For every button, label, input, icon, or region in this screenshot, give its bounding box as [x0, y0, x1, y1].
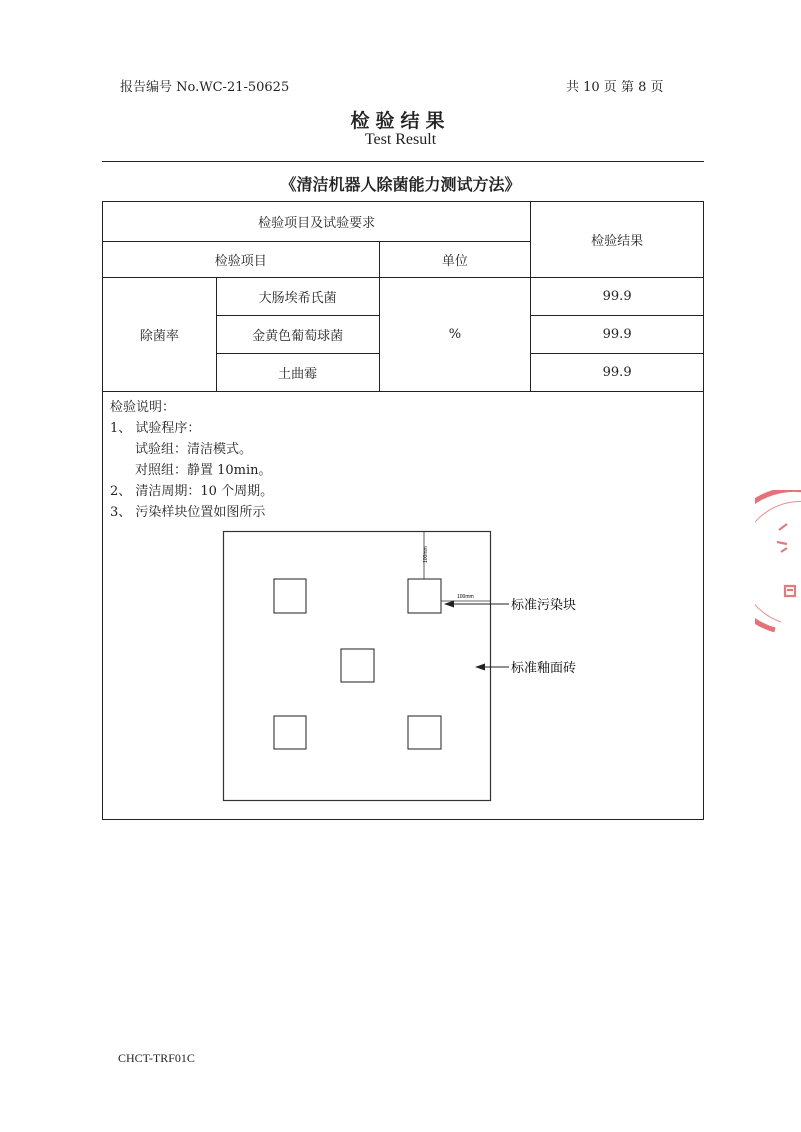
- table-row: [103, 278, 704, 316]
- tile-outline: [224, 532, 491, 801]
- organism-name: 大肠埃希氏菌: [216, 278, 379, 316]
- header-item: 检验项目: [103, 242, 380, 278]
- header-items-requirements: 检验项目及试验要求: [103, 202, 531, 242]
- note-test-group: 试验组：清洁模式。: [135, 442, 253, 457]
- notes-heading: 检验说明：: [110, 400, 176, 415]
- organism-name: 金黄色葡萄球菌: [216, 316, 379, 354]
- group-label: 除菌率: [103, 278, 217, 392]
- result-value: 99.9: [531, 278, 704, 316]
- page-title: 检验结果: [350, 110, 451, 132]
- label-glazed-tile: 标准釉面砖: [511, 661, 577, 676]
- page-number: 共 10 页 第 8 页: [566, 80, 664, 95]
- arrow-head: [475, 664, 485, 671]
- contamination-block: [274, 716, 306, 749]
- result-value: 99.9: [531, 354, 704, 392]
- contamination-block: [274, 579, 306, 613]
- organism-name: 土曲霉: [216, 354, 379, 392]
- label-contamination-block: 标准污染块: [511, 598, 577, 613]
- title-divider: [102, 161, 704, 162]
- page-subtitle: Test Result: [364, 131, 437, 148]
- contamination-block: [408, 716, 441, 749]
- arrow-head: [444, 601, 454, 608]
- sample-layout-diagram: [222, 530, 602, 805]
- header-result: 检验结果: [531, 202, 704, 278]
- header-unit: 单位: [379, 242, 531, 278]
- note-control-group: 对照组：静置 10min。: [135, 463, 272, 478]
- dim-label-vertical: 100mm: [423, 546, 429, 563]
- note-layout: 3、 污染样块位置如图所示: [110, 505, 266, 520]
- note-cycles: 2、 清洁周期：10 个周期。: [110, 484, 274, 499]
- result-value: 99.9: [531, 316, 704, 354]
- contamination-block: [341, 649, 374, 682]
- contamination-block: [408, 579, 441, 613]
- report-number: 报告编号 No.WC-21-50625: [120, 80, 290, 95]
- test-method-title: 《清洁机器人除菌能力测试方法》: [280, 175, 521, 194]
- dim-label-horizontal: 100mm: [457, 594, 474, 600]
- official-seal: [755, 490, 801, 640]
- note-procedure: 1、 试验程序：: [110, 421, 201, 436]
- form-code: CHCT-TRF01C: [118, 1051, 195, 1065]
- unit-cell: %: [379, 278, 531, 392]
